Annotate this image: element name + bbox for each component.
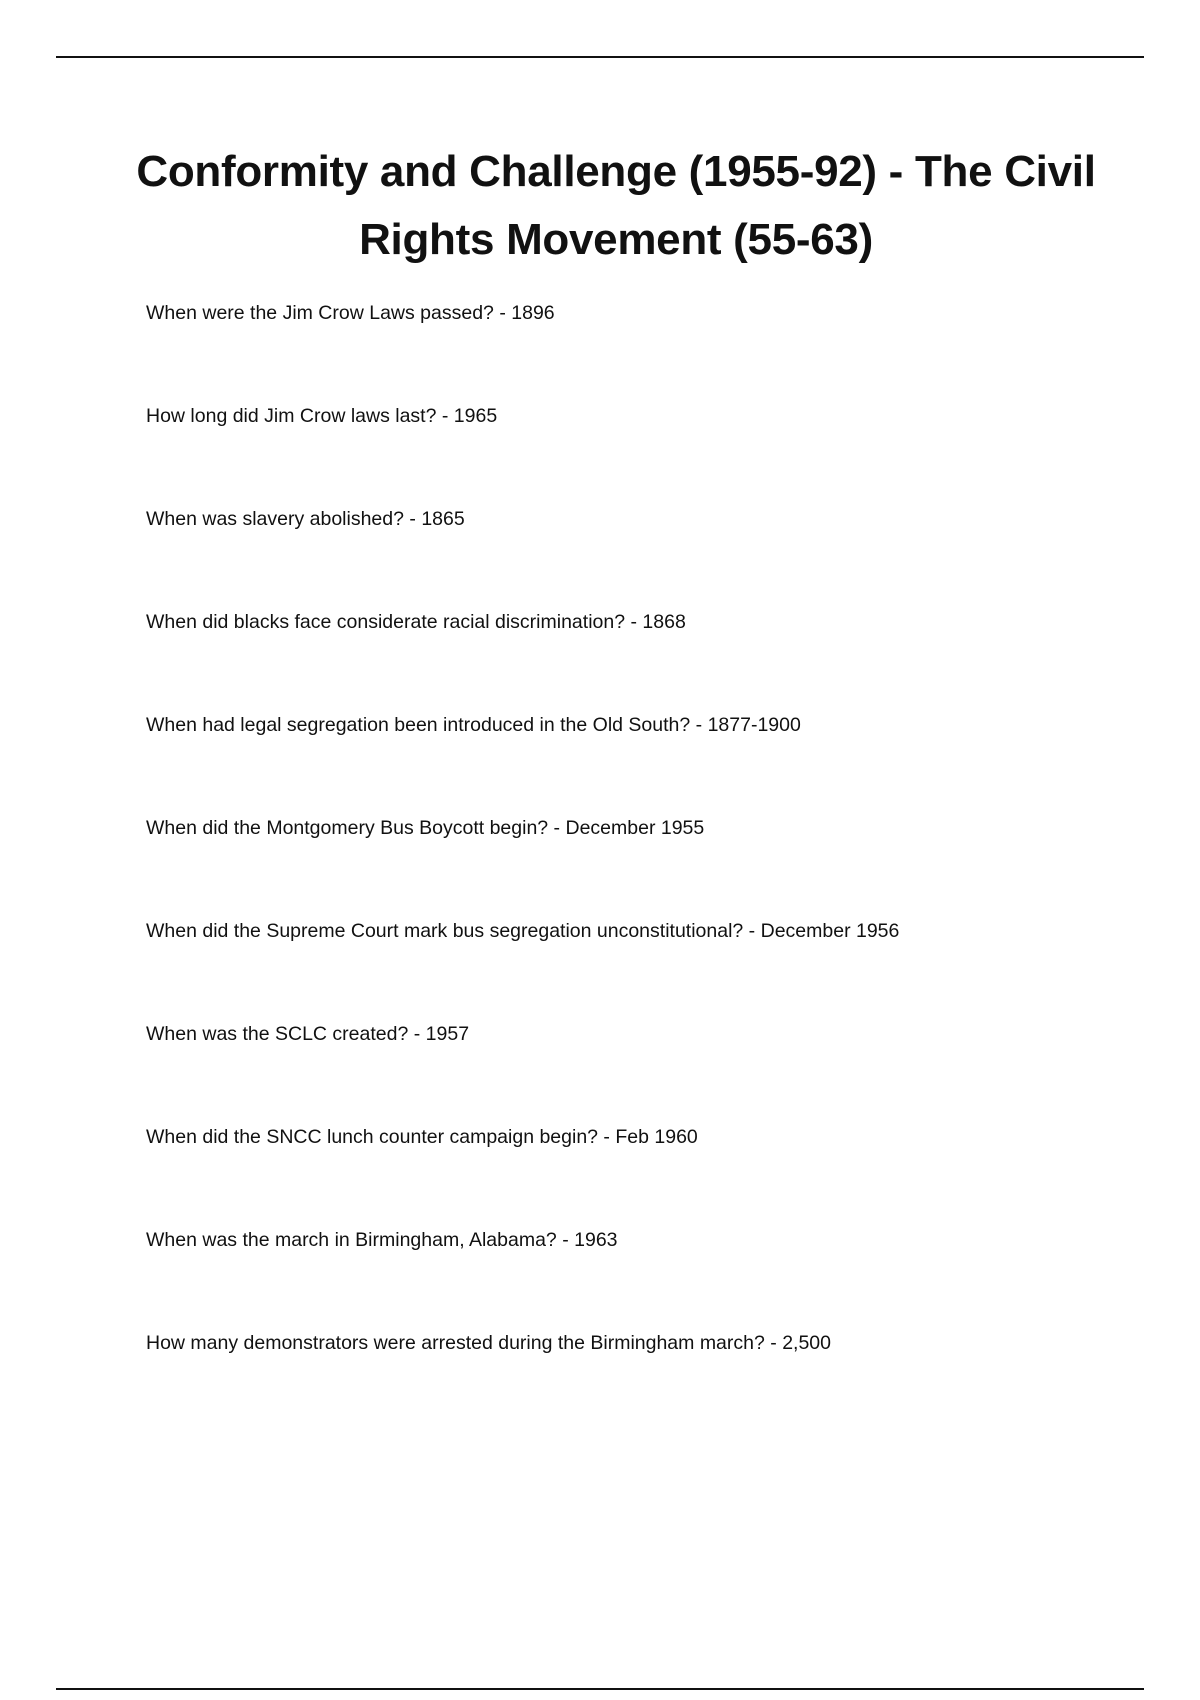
answer-text: 1896 — [511, 302, 555, 324]
question-answer-list — [146, 300, 1146, 1433]
answer-text: 1865 — [421, 508, 465, 530]
qa-item: When did the Supreme Court mark bus segregation unconstitutional? - December 1956 — [146, 920, 900, 942]
qa-item: When were the Jim Crow Laws passed? - 1896 — [146, 302, 555, 324]
answer-text: 1963 — [574, 1229, 618, 1251]
bottom-divider — [56, 1688, 1144, 1690]
answer-text: December 1955 — [565, 817, 705, 839]
qa-item: When did the SNCC lunch counter campaign begin? - Feb 1960 — [146, 1126, 698, 1148]
answer-text: 1877-1900 — [707, 714, 801, 736]
qa-item: How many demonstrators were arrested during the Birmingham march? - 2,500 — [146, 1332, 831, 1354]
question-text: When did the Montgomery Bus Boycott begin? — [146, 817, 549, 839]
answer-text: 2,500 — [782, 1332, 831, 1354]
top-divider — [56, 56, 1144, 58]
answer-text: 1868 — [642, 611, 686, 633]
qa-item: How long did Jim Crow laws last? - 1965 — [146, 405, 498, 427]
question-text: How long did Jim Crow laws last? — [146, 405, 437, 427]
question-text: When were the Jim Crow Laws passed? — [146, 302, 494, 324]
qa-item: When was the SCLC created? - 1957 — [146, 1023, 470, 1045]
qa-item: When did the Montgomery Bus Boycott begin? - December 1955 — [146, 817, 705, 839]
answer-text: December 1956 — [760, 920, 900, 942]
question-text: When was slavery abolished? — [146, 508, 404, 530]
qa-item: When was the march in Birmingham, Alabama? - 1963 — [146, 1229, 618, 1251]
answer-text: 1965 — [453, 405, 498, 427]
question-text: When was the SCLC created? — [146, 1023, 409, 1045]
answer-text: Feb 1960 — [615, 1126, 698, 1148]
answer-text: 1957 — [425, 1023, 470, 1045]
question-text: When did the SNCC lunch counter campaign begin? — [146, 1126, 599, 1148]
question-text: When had legal segregation been introduced in the Old South? — [146, 714, 691, 736]
qa-item: When did blacks face considerate racial discrimination? - 1868 — [146, 611, 686, 633]
question-text: How many demonstrators were arrested during the Birmingham march? — [146, 1332, 765, 1354]
qa-item: When had legal segregation been introduced in the Old South? - 1877-1900 — [146, 714, 801, 736]
page-title: Conformity and Challenge (1955-92) - The Civil Rights Movement (55-63) — [136, 147, 1096, 264]
question-text: When did blacks face considerate racial discrimination? — [146, 611, 626, 633]
question-text: When did the Supreme Court mark bus segregation unconstitutional? — [146, 920, 744, 942]
qa-item: When was slavery abolished? - 1865 — [146, 508, 465, 530]
question-text: When was the march in Birmingham, Alabama? — [146, 1229, 557, 1251]
